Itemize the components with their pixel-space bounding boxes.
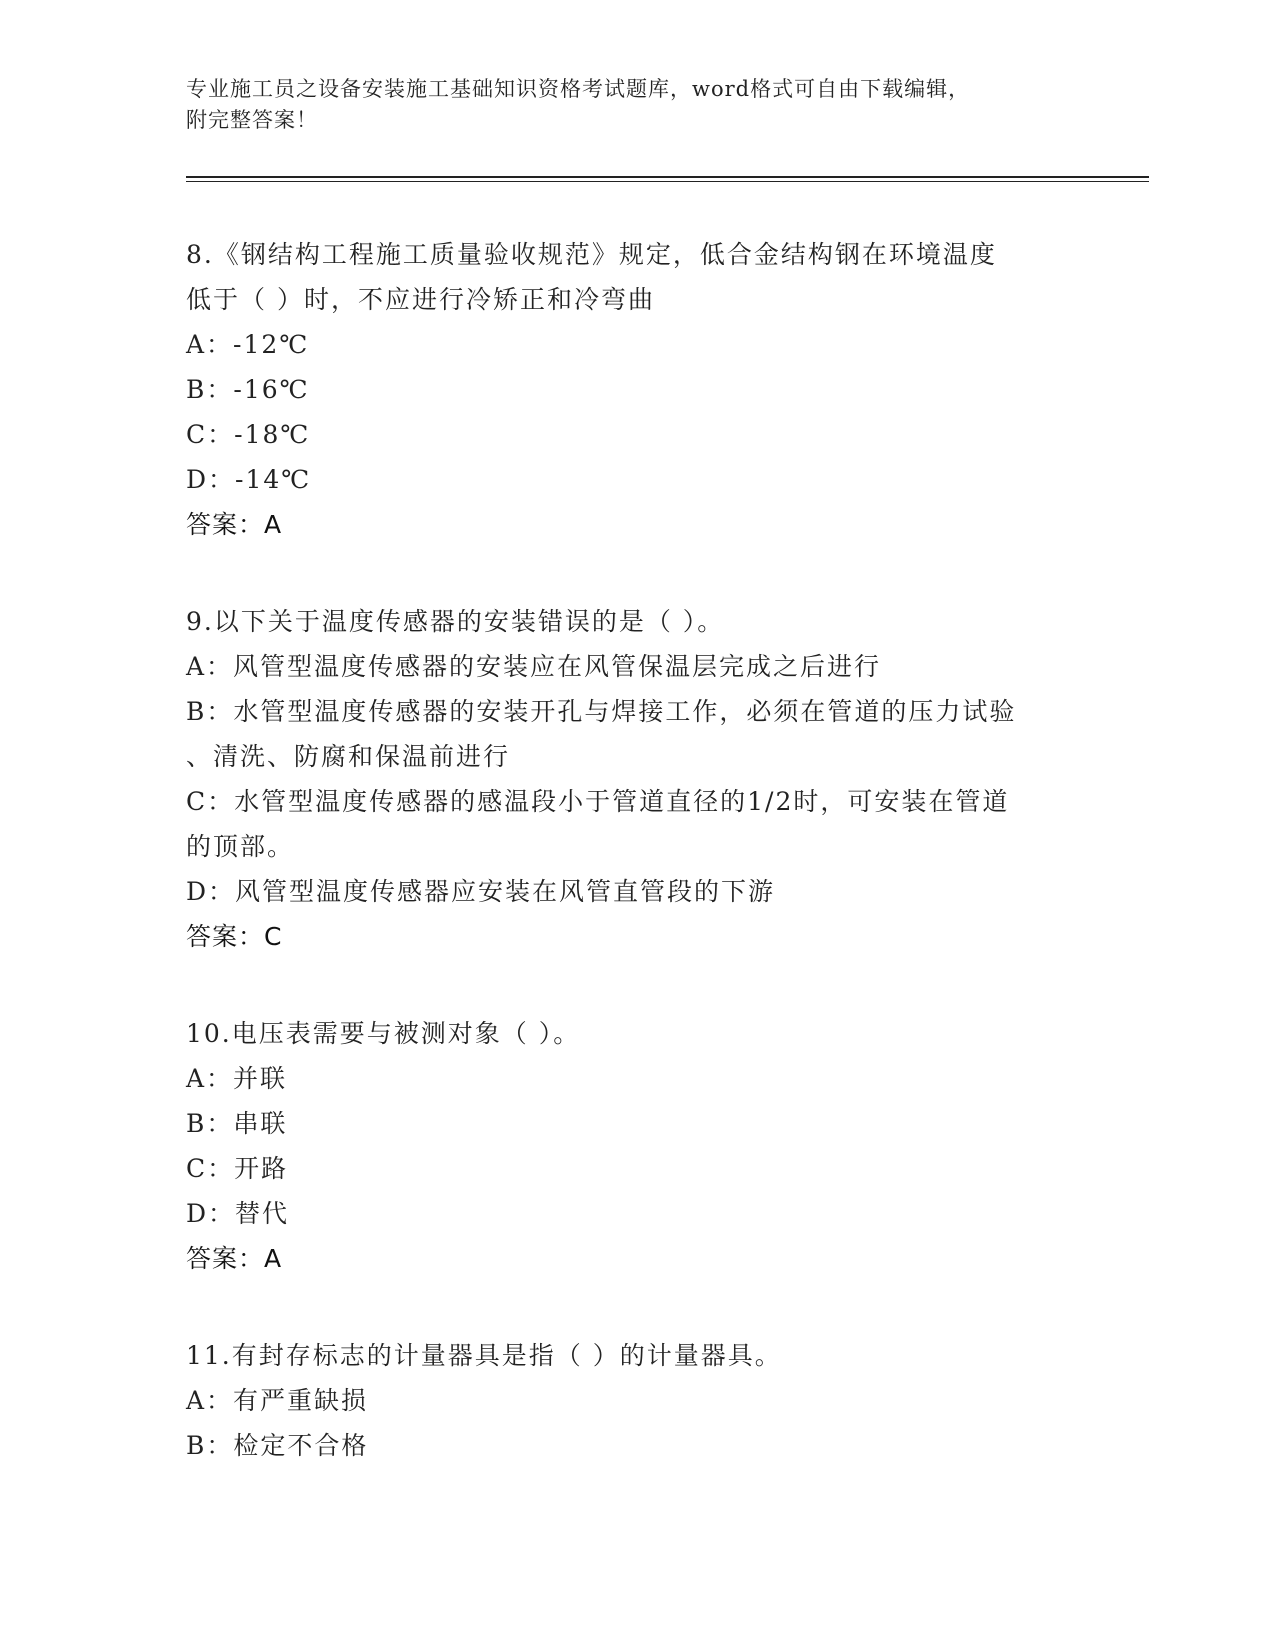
question-10 bbox=[186, 1011, 1086, 1281]
option-c: C：水管型温度传感器的感温段小于管道直径的1/2时，可安装在管道 bbox=[186, 787, 1010, 816]
document-header bbox=[186, 74, 1086, 136]
question-stem-line: 9.以下关于温度传感器的安装错误的是（ ）。 bbox=[186, 607, 725, 636]
header-divider-thin bbox=[186, 181, 1149, 182]
question-stem-line: 10.电压表需要与被测对象（ ）。 bbox=[186, 1019, 581, 1048]
header-divider-thick bbox=[186, 176, 1149, 178]
option-d: D：替代 bbox=[186, 1199, 290, 1228]
question-9 bbox=[186, 599, 1086, 959]
option-b: B：串联 bbox=[186, 1109, 288, 1138]
answer-line: 答案：A bbox=[186, 510, 283, 539]
answer-line: 答案：C bbox=[186, 922, 283, 951]
question-list bbox=[186, 232, 1086, 1520]
question-stem-line: 低于（ ）时，不应进行冷矫正和冷弯曲 bbox=[186, 285, 655, 314]
option-d: D：风管型温度传感器应安装在风管直管段的下游 bbox=[186, 877, 776, 906]
option-c: C：-18℃ bbox=[186, 420, 311, 449]
option-a: A：-12℃ bbox=[186, 330, 310, 359]
question-11 bbox=[186, 1333, 1086, 1468]
option-b: B：检定不合格 bbox=[186, 1431, 369, 1460]
question-stem-line: 8.《钢结构工程施工质量验收规范》规定，低合金结构钢在环境温度 bbox=[186, 240, 997, 269]
header-line-1: 专业施工员之设备安装施工基础知识资格考试题库，word格式可自由下载编辑， bbox=[186, 77, 971, 101]
option-a: A：并联 bbox=[186, 1064, 288, 1093]
option-c-continued: 的顶部。 bbox=[186, 832, 295, 861]
option-d: D：-14℃ bbox=[186, 465, 312, 494]
answer-line: 答案：A bbox=[186, 1244, 283, 1273]
question-stem-line: 11.有封存标志的计量器具是指（ ）的计量器具。 bbox=[186, 1341, 782, 1370]
header-line-2: 附完整答案！ bbox=[186, 108, 318, 132]
option-b-continued: 、清洗、防腐和保温前进行 bbox=[186, 742, 511, 771]
option-a: A：有严重缺损 bbox=[186, 1386, 369, 1415]
question-8 bbox=[186, 232, 1086, 547]
option-c: C：开路 bbox=[186, 1154, 289, 1183]
option-b: B：水管型温度传感器的安装开孔与焊接工作，必须在管道的压力试验 bbox=[186, 697, 1017, 726]
option-a: A：风管型温度传感器的安装应在风管保温层完成之后进行 bbox=[186, 652, 882, 681]
option-b: B：-16℃ bbox=[186, 375, 310, 404]
